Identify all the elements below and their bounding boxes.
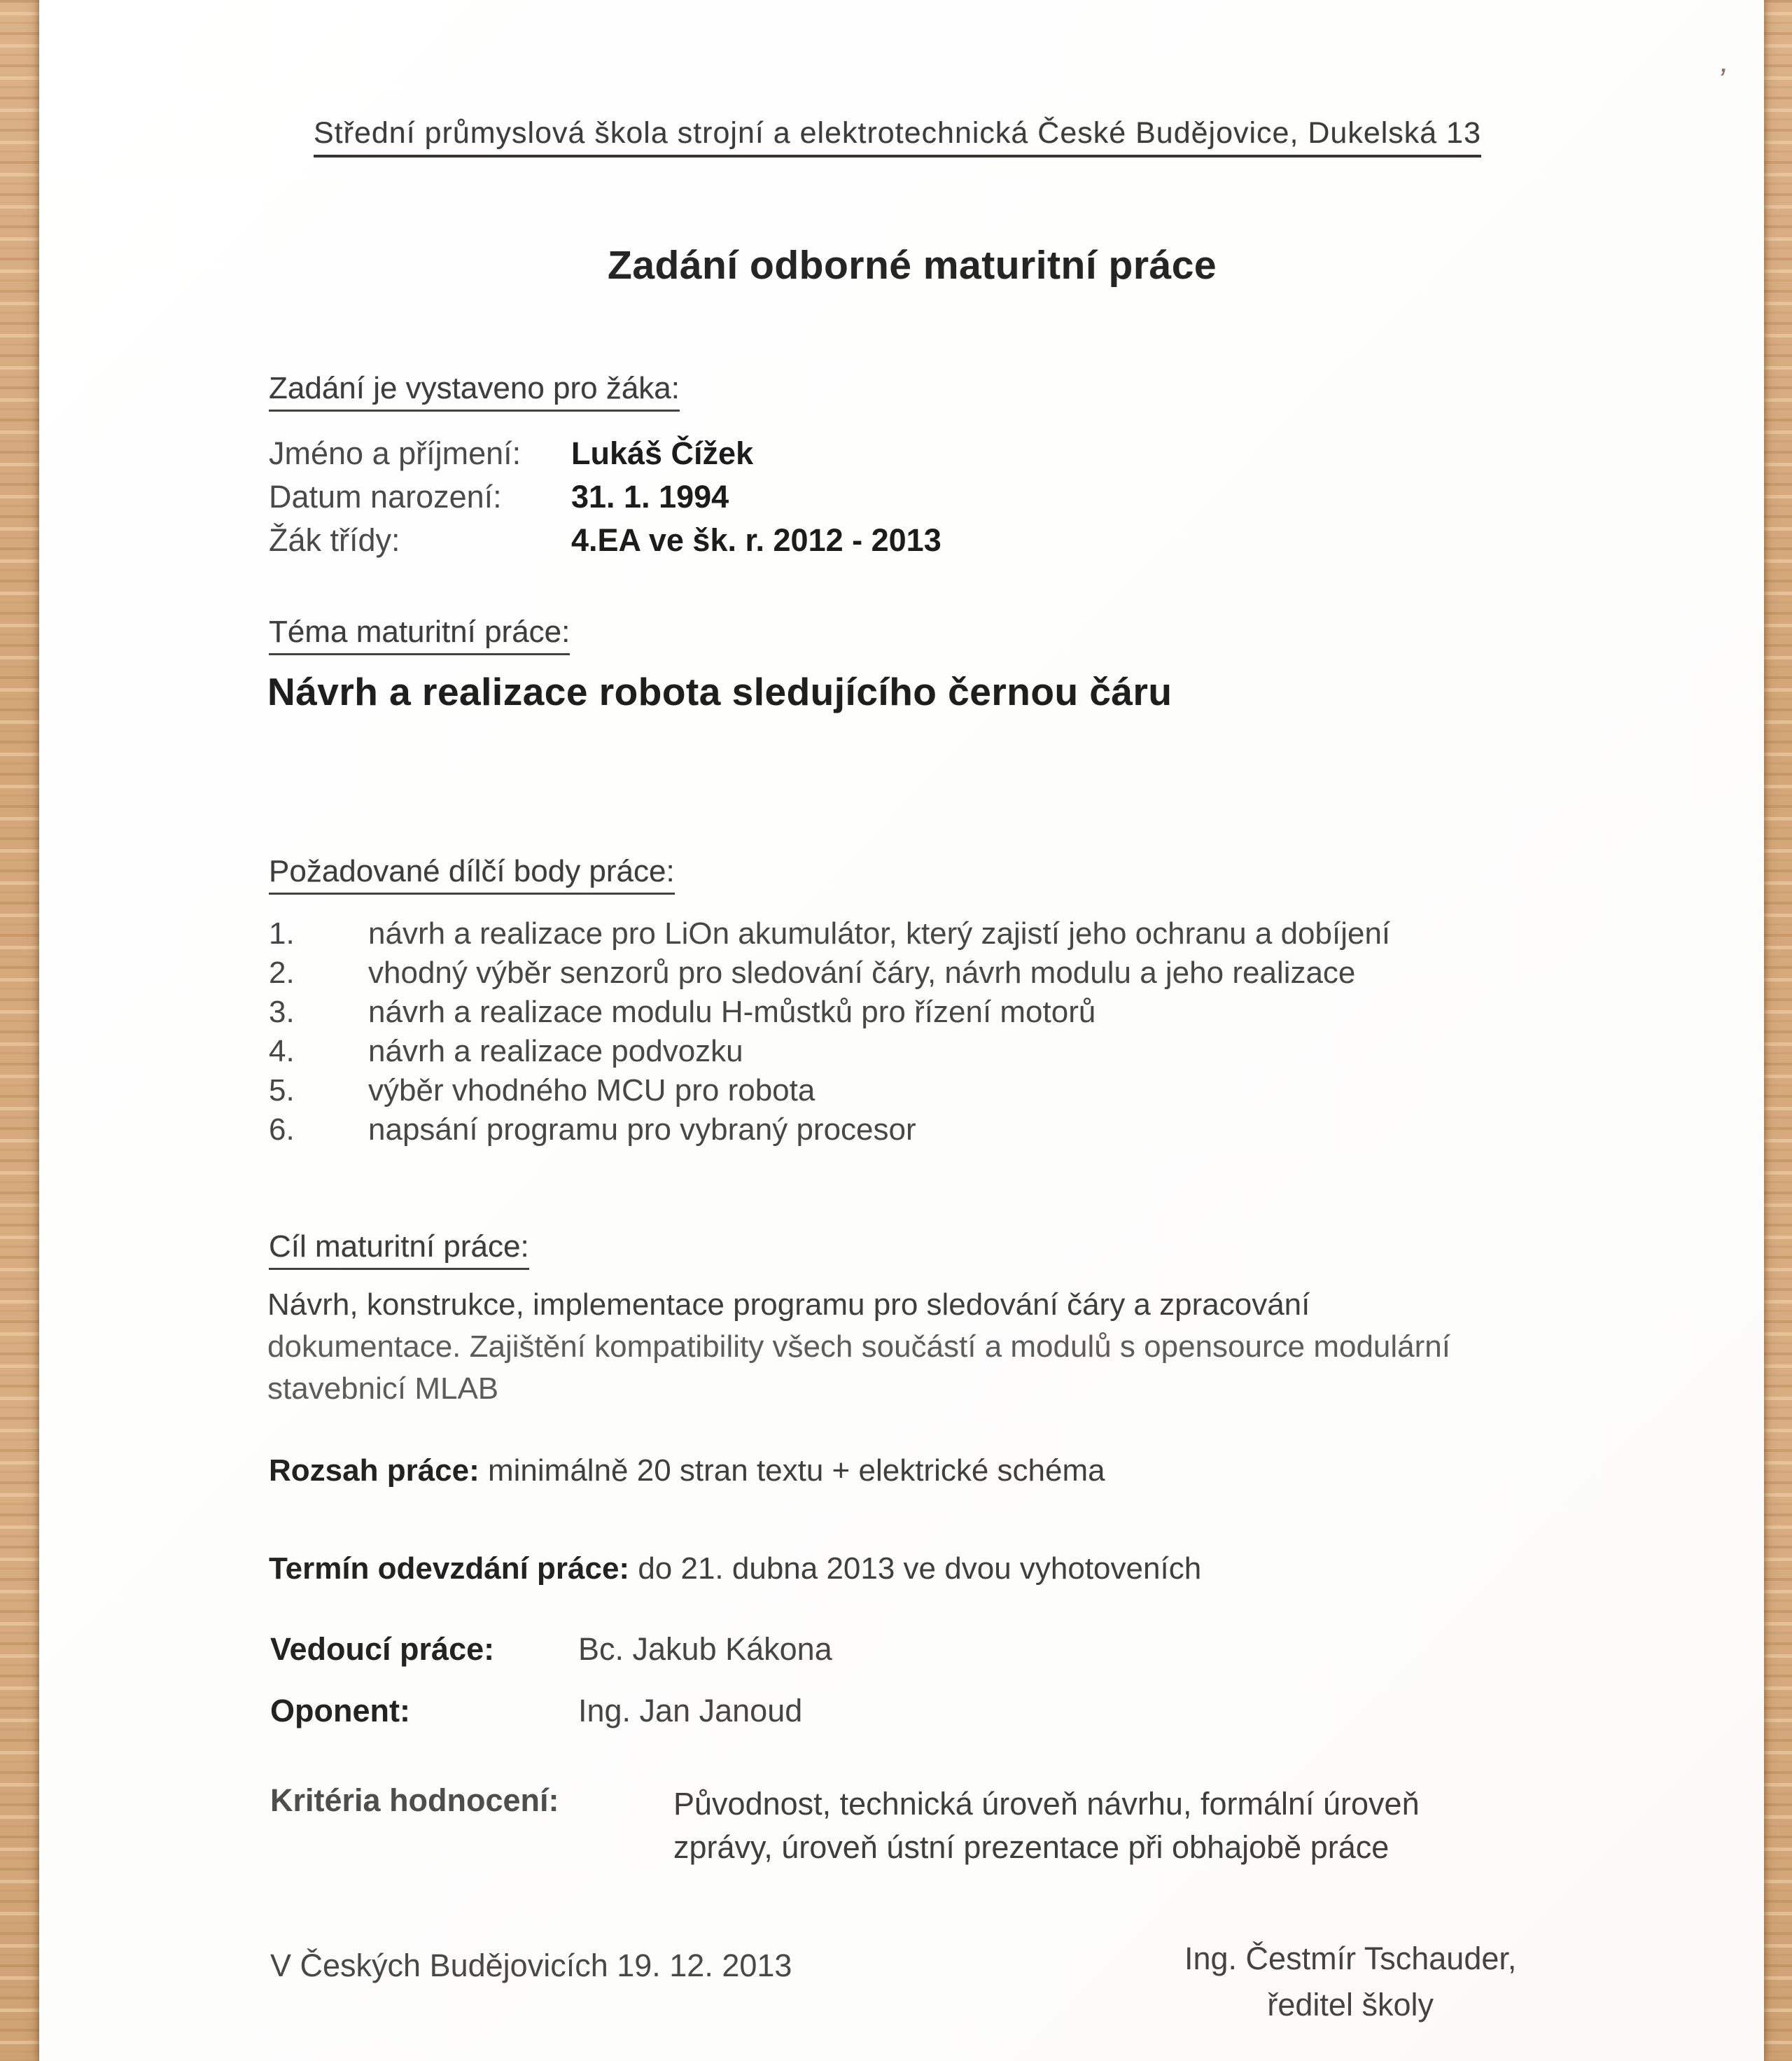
- criteria-line: zprávy, úroveň ústní prezentace při obhajobě práce: [673, 1829, 1390, 1865]
- requirement-text: návrh a realizace pro LiOn akumulátor, který zajistí jeho ochranu a dobíjení: [368, 916, 1391, 951]
- scope-label: Rozsah práce:: [269, 1453, 479, 1488]
- supervisor-label: Vedoucí práce:: [270, 1631, 495, 1667]
- student-class-value: 4.EA ve šk. r. 2012 - 2013: [571, 522, 941, 558]
- scope-row: [269, 1453, 1105, 1488]
- requirement-item: [269, 993, 1390, 1032]
- requirement-text: vhodný výběr senzorů pro sledování čáry, návrh modulu a jeho realizace: [368, 956, 1356, 990]
- signature-role: ředitel školy: [1267, 1987, 1434, 2022]
- deadline-row: [269, 1551, 1201, 1586]
- requirement-number: 4.: [269, 1034, 295, 1068]
- requirements-list: [269, 914, 1390, 1150]
- requirement-text: výběr vhodného MCU pro robota: [368, 1073, 816, 1108]
- requirement-number: 3.: [269, 995, 295, 1029]
- criteria-line: Původnost, technická úroveň návrhu, formální úroveň: [673, 1786, 1420, 1822]
- requirement-item: [269, 914, 1390, 953]
- document-paper: [39, 0, 1764, 2061]
- requirements-section-heading: Požadované dílčí body práce:: [269, 854, 675, 895]
- student-name-row: [269, 435, 753, 472]
- deadline-value: do 21. dubna 2013 ve dvou vyhotoveních: [629, 1551, 1202, 1586]
- wood-table-left-edge: [0, 0, 39, 2061]
- goal-line: dokumentace. Zajištění kompatibility všech součástí a modulů s opensource modulární: [267, 1329, 1450, 1364]
- wood-table-right-edge: [1764, 0, 1792, 2061]
- deadline-label: Termín odevzdání práce:: [269, 1551, 630, 1586]
- goal-line: Návrh, konstrukce, implementace programu pro sledování čáry a zpracování: [267, 1287, 1310, 1322]
- footer-place-date: V Českých Budějovicích 19. 12. 2013: [270, 1948, 792, 1983]
- topic-section-heading: Téma maturitní práce:: [269, 615, 570, 655]
- signature-block: [1184, 1941, 1516, 2023]
- scope-value: minimálně 20 stran textu + elektrické schéma: [479, 1453, 1105, 1488]
- requirement-text: návrh a realizace podvozku: [368, 1034, 743, 1068]
- supervisor-row: [270, 1631, 832, 1668]
- requirement-number: 6.: [269, 1112, 295, 1147]
- supervisor-value: Bc. Jakub Kákona: [578, 1631, 832, 1667]
- school-name-header: Střední průmyslová škola strojní a elektrotechnická České Budějovice, Dukelská 13: [314, 116, 1481, 158]
- requirement-number: 2.: [269, 956, 295, 990]
- requirement-number: 1.: [269, 916, 295, 951]
- goal-section-heading: Cíl maturitní práce:: [269, 1229, 529, 1270]
- student-class-label: Žák třídy:: [269, 522, 400, 558]
- goal-paragraph: [267, 1284, 1450, 1410]
- student-birthdate-label: Datum narození:: [269, 479, 502, 515]
- student-name-value: Lukáš Čížek: [571, 435, 754, 471]
- goal-line: stavebnicí MLAB: [267, 1371, 499, 1406]
- requirement-text: napsání programu pro vybraný procesor: [368, 1112, 916, 1147]
- criteria-text: [673, 1782, 1420, 1869]
- student-birthdate-row: [269, 479, 729, 515]
- document-title: Zadání odborné maturitní práce: [608, 243, 1217, 288]
- student-name-label: Jméno a příjmení:: [269, 435, 522, 471]
- student-birthdate-value: 31. 1. 1994: [571, 479, 729, 515]
- criteria-label: Kritéria hodnocení:: [270, 1782, 559, 1818]
- requirement-item: [269, 953, 1390, 993]
- opponent-row: [270, 1693, 802, 1729]
- requirement-number: 5.: [269, 1073, 295, 1108]
- student-section-heading: Zadání je vystaveno pro žáka:: [269, 371, 680, 412]
- thesis-topic-title: Návrh a realizace robota sledujícího černou čáru: [267, 670, 1172, 713]
- scan-artifact-mark: ʼ: [1714, 62, 1729, 99]
- requirement-text: návrh a realizace modulu H-můstků pro řízení motorů: [368, 995, 1096, 1029]
- requirement-item: [269, 1110, 1390, 1150]
- requirement-item: [269, 1071, 1390, 1110]
- opponent-label: Oponent:: [270, 1693, 410, 1728]
- opponent-value: Ing. Jan Janoud: [578, 1693, 803, 1728]
- signature-name: Ing. Čestmír Tschauder,: [1184, 1941, 1517, 1976]
- student-class-row: [269, 522, 941, 559]
- requirement-item: [269, 1032, 1390, 1071]
